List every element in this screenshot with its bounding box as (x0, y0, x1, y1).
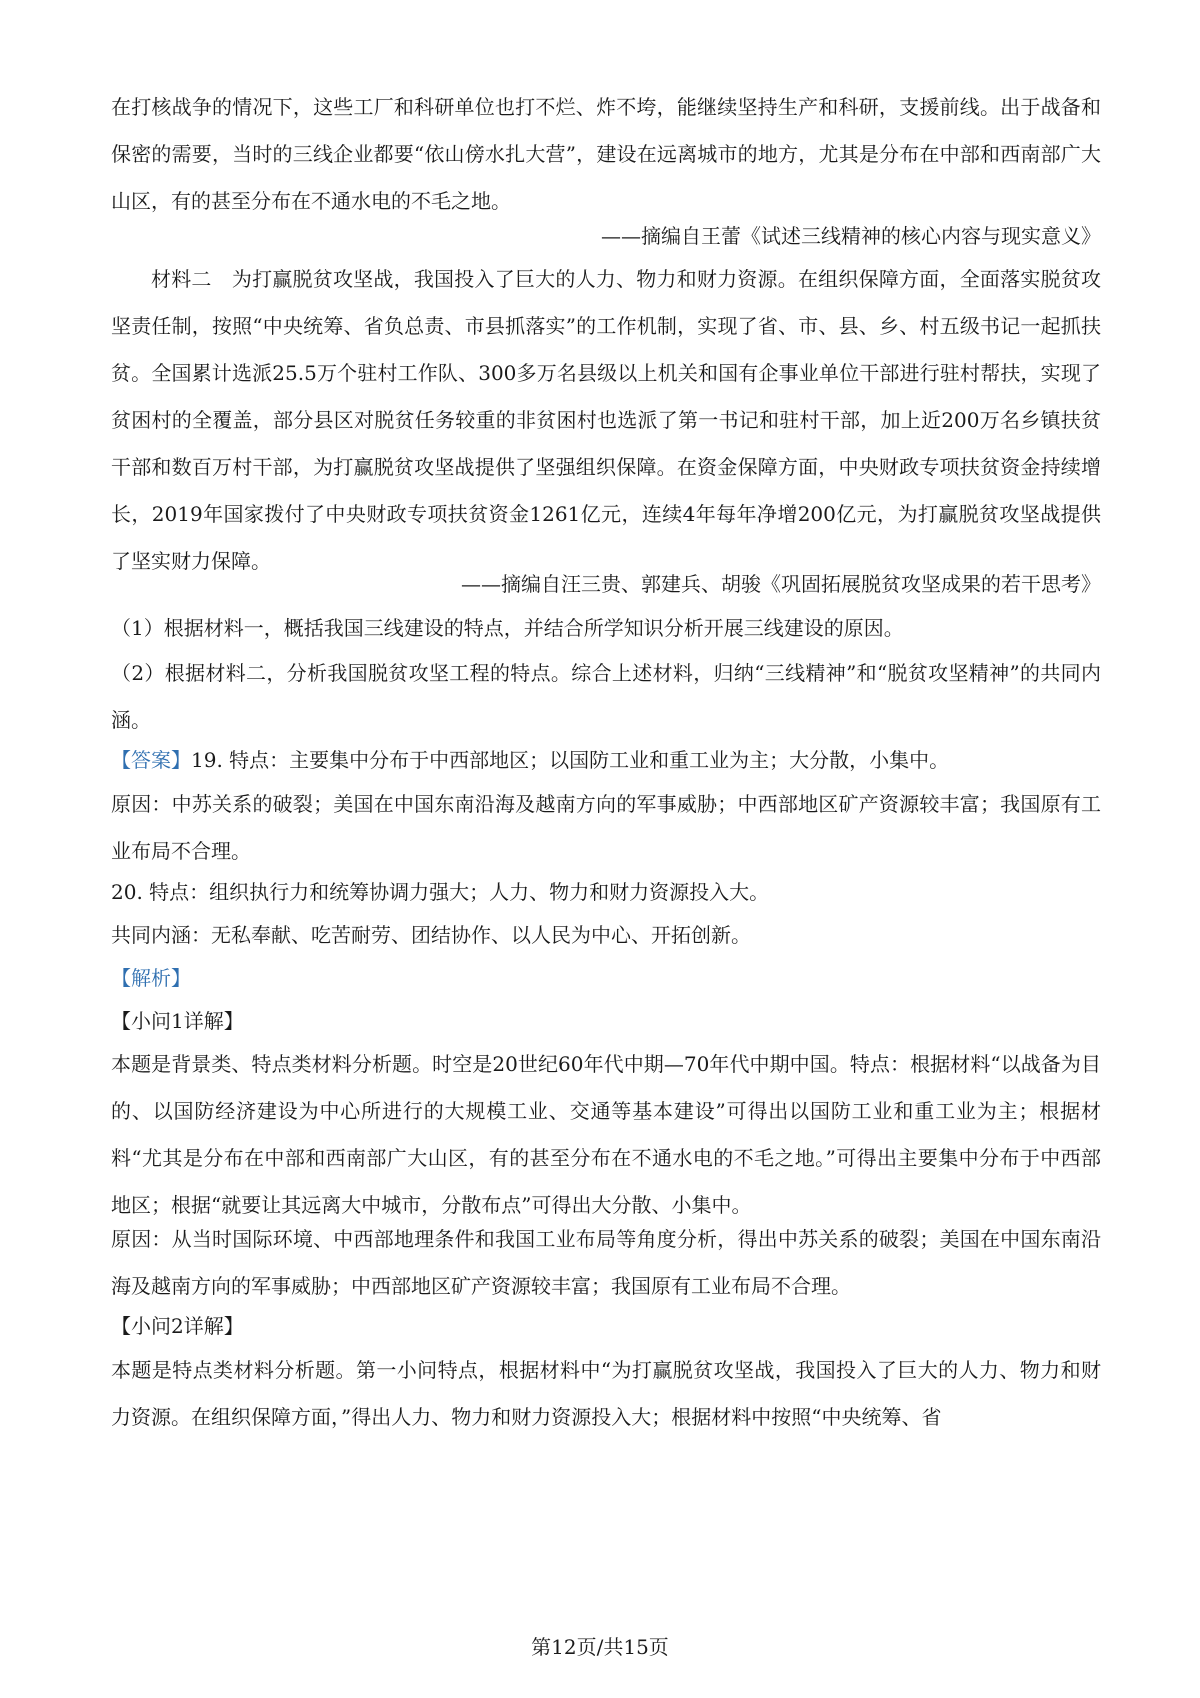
analysis-label: 【解析】 (111, 966, 191, 990)
sub-question-2-text: 本题是特点类材料分析题。第一小问特点，根据材料中“为打赢脱贫攻坚战，我国投入了巨大的人力、物力和财力资源。在组织保障方面，”得出人力、物力和财力资源投入大；根据材料中按照“中央统筹、省 (111, 1358, 1101, 1429)
answer-19-reasons: 原因：中苏关系的破裂；美国在中国东南沿海及越南方向的军事威胁；中西部地区矿产资源较丰富；我国原有工业布局不合理。 (111, 792, 1101, 863)
sub-question-1-reasons: 原因：从当时国际环境、中西部地理条件和我国工业布局等角度分析，得出中苏关系的破裂；美国在中国东南沿海及越南方向的军事威胁；中西部地区矿产资源较丰富；我国原有工业布局不合理。 (111, 1227, 1101, 1298)
sub-question-1-label: 【小问1详解】 (111, 1009, 244, 1033)
sub-question-2-label: 【小问2详解】 (111, 1314, 244, 1338)
page-number: 第12页/共15页 (531, 1635, 669, 1659)
question-1: （1）根据材料一，概括我国三线建设的特点，并结合所学知识分析开展三线建设的原因。 (111, 616, 904, 640)
sub-question-1-text: 本题是背景类、特点类材料分析题。时空是20世纪60年代中期—70年代中期中国。特点：根据材料“以战备为目的、以国防经济建设为中心所进行的大规模工业、交通等基本建设”可得出以国防工业和重工业为主；根据材料“尤其是分布在中部和西南部广大山区，有的甚至分布在不通水电的不毛之地。”可得出主要集中分布于中西部地区；根据“就要让其远离大中城市，分散布点”可得出大分散、小集中。 (111, 1052, 1101, 1217)
answer-label: 【答案】 (111, 748, 191, 772)
material-two-source: ——摘编自汪三贵、郭建兵、胡骏《巩固拓展脱贫攻坚成果的若干思考》 (461, 572, 1101, 596)
material-two: 材料二 为打赢脱贫攻坚战，我国投入了巨大的人力、物力和财力资源。在组织保障方面，全面落实脱贫攻坚责任制，按照“中央统筹、省负总责、市县抓落实”的工作机制，实现了省、市、县、乡、村五级书记一起抓扶贫。全国累计选派25.5万个驻村工作队、300多万名县级以上机关和国有企事业单位干部进行驻村帮扶，实现了贫困村的全覆盖，部分县区对脱贫任务较重的非贫困村也选派了第一书记和驻村干部，加上近200万名乡镇扶贫干部和数百万村干部，为打赢脱贫攻坚战提供了坚强组织保障。在资金保障方面，中央财政专项扶贫资金持续增长，2019年国家拨付了中央财政专项扶贫资金1261亿元，连续4年每年净增200亿元，为打赢脱贫攻坚战提供了坚实财力保障。 (111, 267, 1101, 573)
answer-20-common: 共同内涵：无私奉献、吃苦耐劳、团结协作、以人民为中心、开拓创新。 (111, 923, 751, 947)
answer-19-features: 19. 特点：主要集中分布于中西部地区；以国防工业和重工业为主；大分散，小集中。 (191, 748, 950, 772)
material-one-continued: 在打核战争的情况下，这些工厂和科研单位也打不烂、炸不垮，能继续坚持生产和科研，支援前线。出于战备和保密的需要，当时的三线企业都要“依山傍水扎大营”，建设在远离城市的地方，尤其是分布在中部和西南部广大山区，有的甚至分布在不通水电的不毛之地。 (111, 95, 1101, 213)
answer-20-features: 20. 特点：组织执行力和统筹协调力强大；人力、物力和财力资源投入大。 (111, 880, 770, 904)
material-one-source: ——摘编自王蕾《试述三线精神的核心内容与现实意义》 (601, 224, 1101, 248)
answer-19-line (111, 737, 1101, 784)
question-2: （2）根据材料二，分析我国脱贫攻坚工程的特点。综合上述材料，归纳“三线精神”和“脱贫攻坚精神”的共同内涵。 (111, 661, 1101, 732)
